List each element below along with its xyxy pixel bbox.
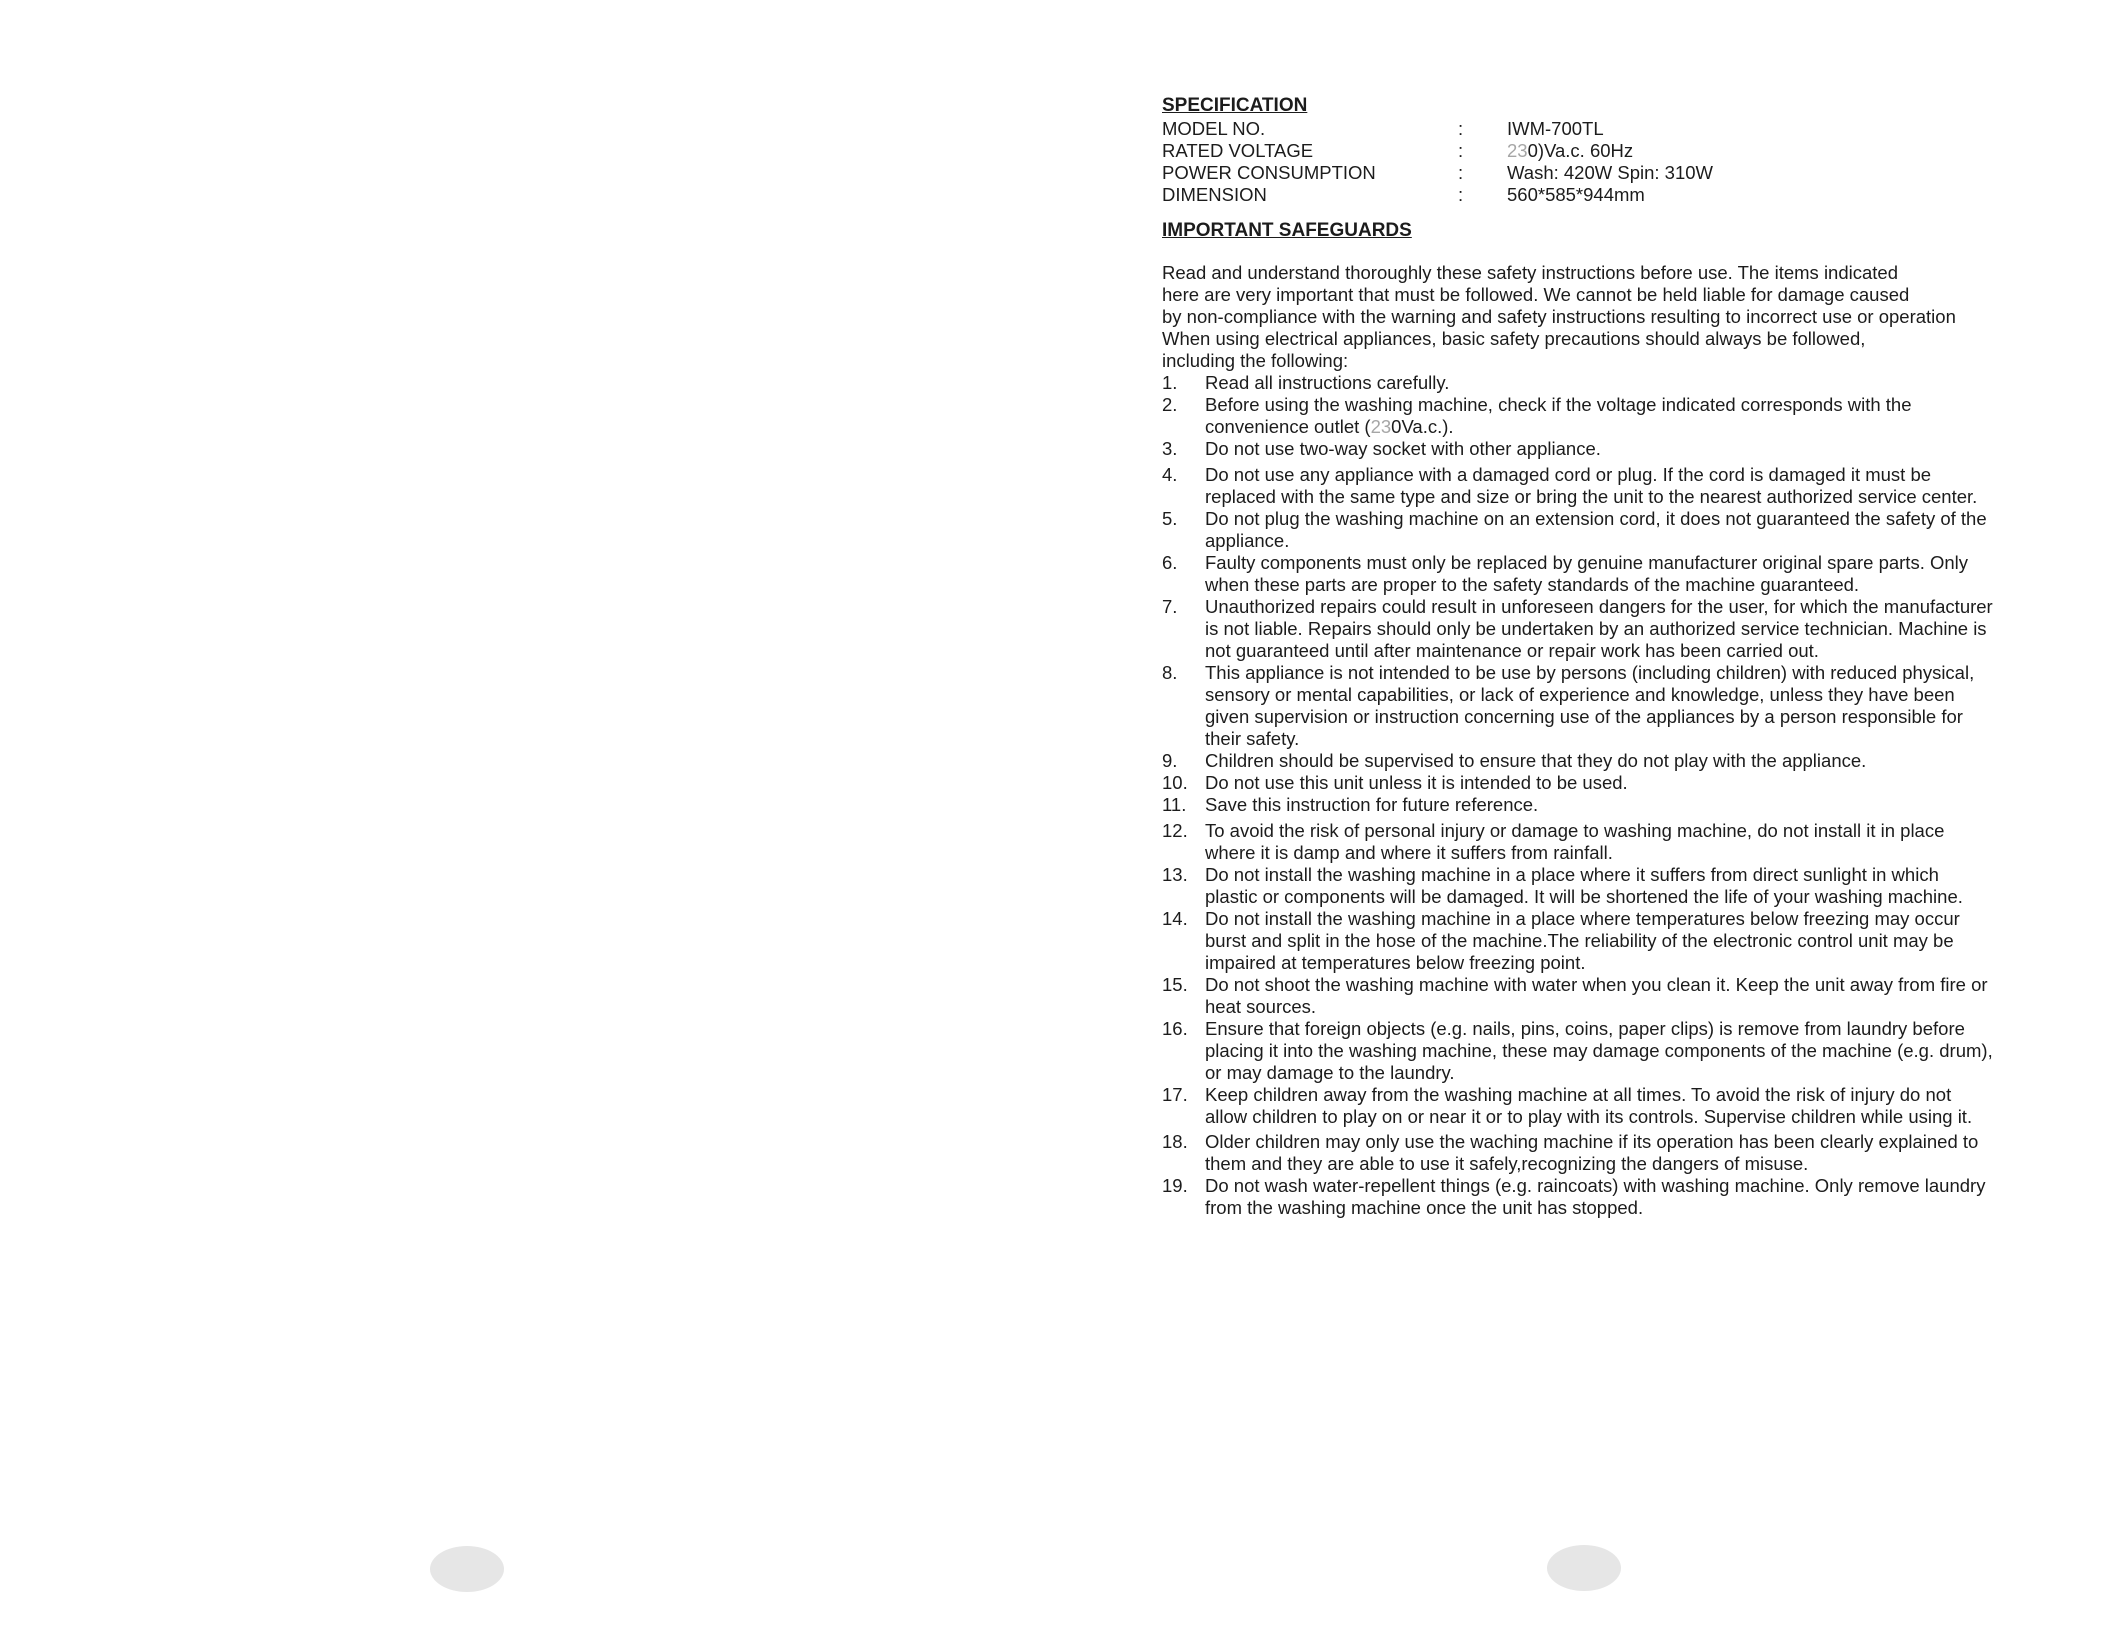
list-item [1162, 794, 2062, 816]
list-item [1162, 974, 2062, 1018]
spec-value-rest: 0)Va.c. 60Hz [1527, 140, 1634, 161]
item-text: Do not use this unit unless it is intended to be used. [1205, 772, 1628, 793]
intro-line: When using electrical appliances, basic safety precautions should always be followed, [1162, 328, 1866, 349]
item-number: 16. [1162, 1018, 1188, 1039]
list-item [1162, 1131, 2062, 1175]
intro-line: including the following: [1162, 350, 1349, 371]
item-text: Children should be supervised to ensure that they do not play with the appliance. [1205, 750, 1867, 771]
item-number: 8. [1162, 662, 1178, 683]
item-number: 12. [1162, 820, 1188, 841]
item-number: 13. [1162, 864, 1188, 885]
spec-row-voltage [1162, 140, 2062, 162]
spec-label: MODEL NO. [1162, 118, 1266, 139]
item-number: 15. [1162, 974, 1188, 995]
item-text: Do not use two-way socket with other appliance. [1205, 438, 1601, 459]
page-number-badge-right [1547, 1545, 1621, 1591]
list-item [1162, 394, 2062, 438]
item-text: Unauthorized repairs could result in unforeseen dangers for the user, for which the manufacturer is not liable. Repairs should only be undertaken by an authorized service technician. Machine is not guaranteed until after maintenance or repair work has been carried out. [1205, 596, 1993, 661]
spec-row-dimension [1162, 184, 2062, 206]
item-number: 9. [1162, 750, 1178, 771]
right-page-content [1162, 95, 2062, 1219]
item-number: 18. [1162, 1131, 1188, 1152]
specification-heading: SPECIFICATION [1162, 95, 1308, 116]
list-item [1162, 772, 2062, 794]
list-item [1162, 464, 2062, 508]
item-text: This appliance is not intended to be use by persons (including children) with reduced physical, sensory or mental capabilities, or lack of experience and knowledge, unless they have been given supervision or instruction concerning use of the appliances by a person responsible for their safety. [1205, 662, 1975, 749]
spec-row-model [1162, 118, 2062, 140]
item-number: 19. [1162, 1175, 1188, 1196]
list-item [1162, 820, 2062, 864]
list-item [1162, 750, 2062, 772]
item-text: To avoid the risk of personal injury or damage to washing machine, do not install it in place where it is damp and where it suffers from rainfall. [1205, 820, 1945, 863]
list-item [1162, 438, 2062, 460]
item-text [1205, 394, 1995, 438]
faded-digits: 23 [1370, 416, 1392, 437]
item-text: Save this instruction for future reference. [1205, 794, 1539, 815]
item-text: Do not wash water-repellent things (e.g. raincoats) with washing machine. Only remove laundry from the washing machine once the unit has stopped. [1205, 1175, 1986, 1218]
page-number-badge-left [430, 1546, 504, 1592]
intro-line: here are very important that must be followed. We cannot be held liable for damage caused [1162, 284, 1910, 305]
list-item [1162, 508, 2062, 552]
item-text: Read all instructions carefully. [1205, 372, 1450, 393]
item-number: 10. [1162, 772, 1188, 793]
spec-label: POWER CONSUMPTION [1162, 162, 1376, 183]
item-number: 11. [1162, 794, 1187, 815]
item-number: 6. [1162, 552, 1178, 573]
list-item [1162, 552, 2062, 596]
spec-colon: : [1458, 140, 1464, 161]
item-number: 5. [1162, 508, 1178, 529]
list-item [1162, 662, 2062, 750]
faded-digits: 23 [1507, 140, 1528, 161]
item-number: 3. [1162, 438, 1178, 459]
list-item [1162, 596, 2062, 662]
spec-colon: : [1458, 162, 1464, 183]
intro-line: by non-compliance with the warning and safety instructions resulting to incorrect use or operation [1162, 306, 1956, 327]
spec-value: 560*585*944mm [1507, 184, 1645, 205]
list-item [1162, 908, 2062, 974]
list-item [1162, 1084, 2062, 1128]
item-text: Faulty components must only be replaced by genuine manufacturer original spare parts. Only when these parts are proper to the safety standards of the machine guaranteed. [1205, 552, 1969, 595]
intro-line: Read and understand thoroughly these safety instructions before use. The items indicated [1162, 262, 1898, 283]
spec-value: Wash: 420W Spin: 310W [1507, 162, 1713, 183]
item-number: 4. [1162, 464, 1178, 485]
item-text: Do not shoot the washing machine with water when you clean it. Keep the unit away from fire or heat sources. [1205, 974, 1988, 1017]
item-text: Do not install the washing machine in a place where it suffers from direct sunlight in which plastic or components will be damaged. It will be shortened the life of your washing machine. [1205, 864, 1963, 907]
item-number: 14. [1162, 908, 1188, 929]
item-text: Ensure that foreign objects (e.g. nails, pins, coins, paper clips) is remove from laundry before placing it into the washing machine, these may damage components of the machine (e.g. drum), or may damage to the laundry. [1205, 1018, 1993, 1083]
item-text: Do not install the washing machine in a place where temperatures below freezing may occur burst and split in the hose of the machine.The reliability of the electronic control unit may be impaired at temperatures below freezing point. [1205, 908, 1960, 973]
list-item [1162, 372, 2062, 394]
safeguards-list [1162, 372, 2062, 1219]
item-text: Older children may only use the waching machine if its operation has been clearly explained to them and they are able to use it safely,recognizing the dangers of misuse. [1205, 1131, 1979, 1174]
spec-value: IWM-700TL [1507, 118, 1604, 139]
item-text: Do not plug the washing machine on an extension cord, it does not guaranteed the safety of the appliance. [1205, 508, 1987, 551]
safeguards-intro [1162, 262, 1977, 372]
spec-label: DIMENSION [1162, 184, 1267, 205]
list-item [1162, 1018, 2062, 1084]
item-text: Keep children away from the washing machine at all times. To avoid the risk of injury do not allow children to play on or near it or to play with its controls. Supervise children while using it. [1205, 1084, 1973, 1127]
item-text-part: Before using the washing machine, check if the voltage indicated corresponds with the convenience outlet ( [1205, 394, 1912, 437]
specification-table [1162, 118, 2062, 206]
list-item [1162, 864, 2062, 908]
spec-row-power [1162, 162, 2062, 184]
spec-colon: : [1458, 118, 1464, 139]
item-number: 17. [1162, 1084, 1188, 1105]
spec-colon: : [1458, 184, 1464, 205]
list-item [1162, 1175, 2062, 1219]
safeguards-heading: IMPORTANT SAFEGUARDS [1162, 220, 1412, 241]
spec-value [1507, 140, 1633, 162]
item-text: Do not use any appliance with a damaged cord or plug. If the cord is damaged it must be replaced with the same type and size or bring the unit to the nearest authorized service center. [1205, 464, 1978, 507]
item-text-part: 0Va.c.). [1391, 416, 1454, 437]
item-number: 1. [1162, 372, 1178, 393]
spec-label: RATED VOLTAGE [1162, 140, 1314, 161]
item-number: 7. [1162, 596, 1178, 617]
item-number: 2. [1162, 394, 1178, 415]
